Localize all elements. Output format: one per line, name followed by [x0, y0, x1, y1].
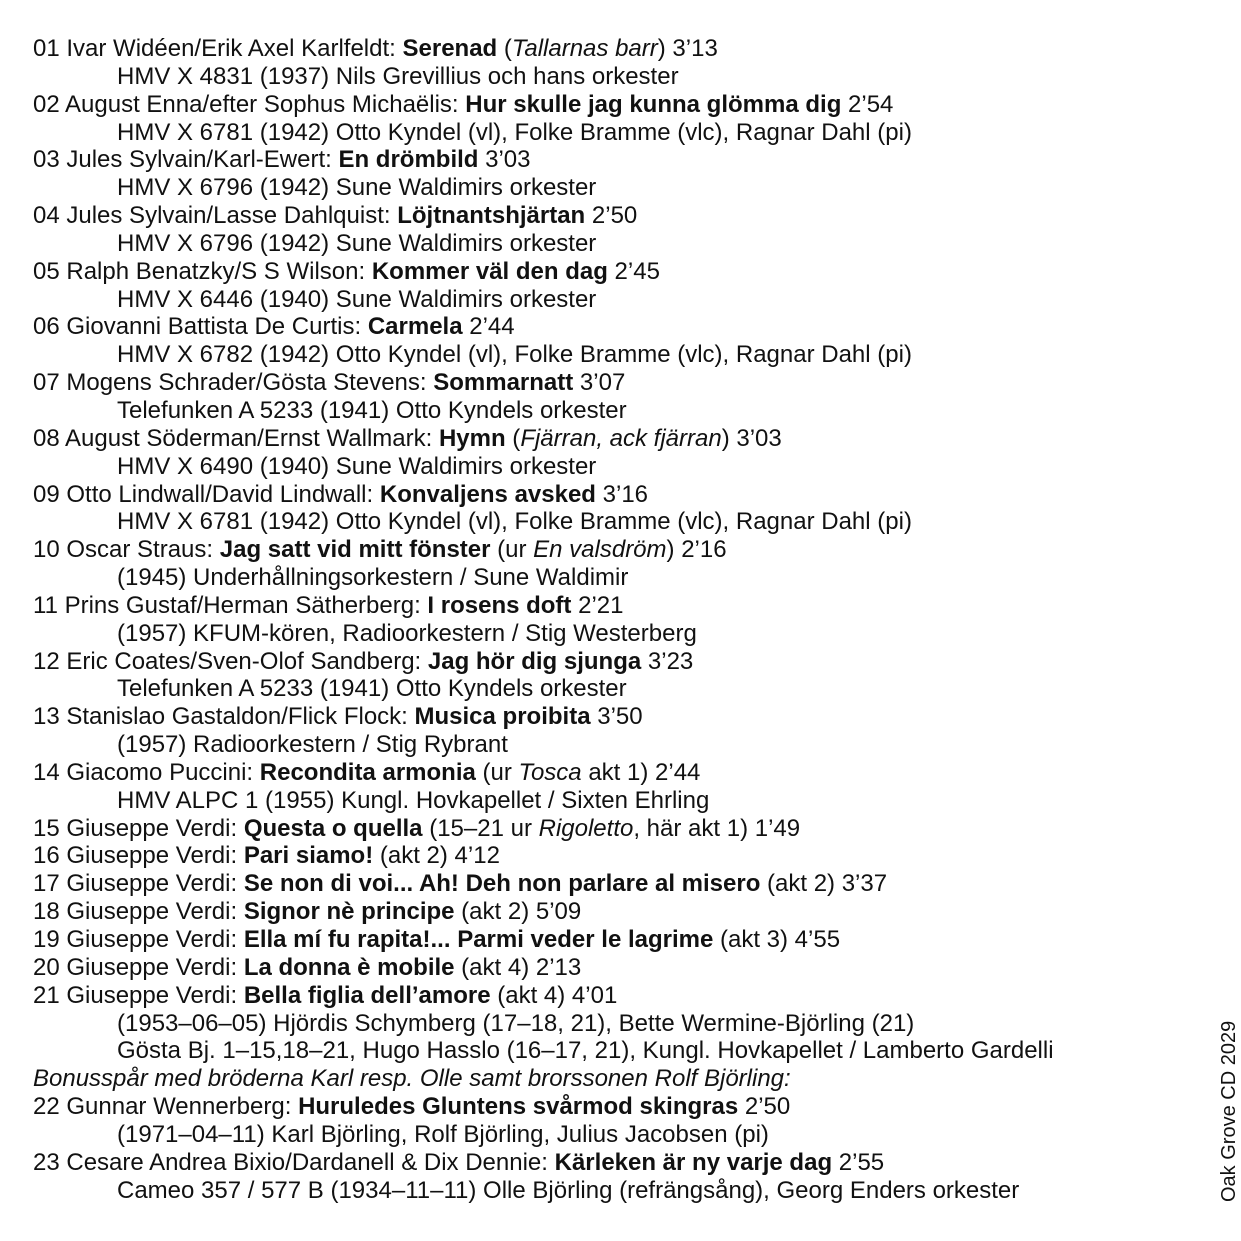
track-title-line [33, 425, 1193, 453]
track-text: 3’16 [595, 480, 649, 508]
track-text: 10 Oscar Straus: [33, 536, 220, 564]
bonus-heading: Bonusspår med bröderna Karl resp. Olle samt brorssonen Rolf Björling: [33, 1065, 791, 1093]
song-title: I rosens doft [427, 591, 572, 619]
track-title-line [33, 536, 1193, 564]
recording-detail: HMV ALPC 1 (1955) Kungl. Hovkapellet / Sixten Ehrling [117, 786, 710, 814]
track-title-line [33, 898, 1193, 926]
track-text: 05 Ralph Benatzky/S S Wilson: [33, 257, 372, 285]
track-text: 01 Ivar Widéen/Erik Axel Karlfeldt: [33, 35, 403, 62]
track-title-line [33, 35, 1193, 63]
song-title: En drömbild [338, 146, 479, 174]
catalog-number: Oak Grove CD 2029 [1218, 1020, 1240, 1202]
track-text: 2’44 [462, 313, 515, 341]
song-title: Serenad [402, 35, 498, 62]
recording-detail: (1957) Radioorkestern / Stig Rybrant [117, 731, 508, 759]
track-text: 2’50 [738, 1093, 791, 1121]
track-title-line [33, 481, 1193, 509]
work-title: Fjärran, ack fjärran [520, 424, 722, 452]
track-text: (ur [475, 758, 519, 786]
track-text: 3’03 [478, 146, 531, 174]
recording-detail: HMV X 6446 (1940) Sune Waldimirs orkester [117, 285, 597, 313]
track-text: 19 Giuseppe Verdi: [33, 926, 244, 953]
recording-detail: Gösta Bj. 1–15,18–21, Hugo Hasslo (16–17, 21), Kungl. Hovkapellet / Lamberto Gardelli [117, 1037, 1054, 1065]
song-title: Sommarnatt [433, 369, 574, 397]
track-title-line [33, 926, 1193, 954]
track-text: 22 Gunnar Wennerberg: [33, 1093, 299, 1121]
recording-detail: HMV X 6782 (1942) Otto Kyndel (vl), Folke Bramme (vlc), Ragnar Dahl (pi) [117, 341, 912, 369]
recording-detail: HMV X 6796 (1942) Sune Waldimirs orkester [117, 174, 597, 202]
track-title-line [33, 815, 1193, 843]
song-title: Recondita armonia [259, 758, 476, 786]
recording-detail: (1957) KFUM-kören, Radioorkestern / Stig Westerberg [117, 619, 697, 647]
track-text: 02 August Enna/efter Sophus Michaëlis: [33, 90, 466, 118]
track-text: 16 Giuseppe Verdi: [33, 842, 244, 870]
track-text: 2’21 [571, 591, 624, 619]
recording-detail: HMV X 4831 (1937) Nils Grevillius och hans orkester [117, 62, 679, 90]
track-text: 2’45 [607, 257, 660, 285]
recording-detail: HMV X 6781 (1942) Otto Kyndel (vl), Folke Bramme (vlc), Ragnar Dahl (pi) [117, 508, 912, 536]
track-title-line [33, 592, 1193, 620]
song-title: Kärleken är ny varje dag [554, 1148, 833, 1176]
track-text: 13 Stanislao Gastaldon/Flick Flock: [33, 703, 415, 731]
track-text: 3’07 [573, 369, 626, 397]
song-title: Se non di voi... Ah! Deh non parlare al misero [243, 870, 761, 898]
recording-detail: Telefunken A 5233 (1941) Otto Kyndels orkester [117, 675, 627, 703]
song-title: Signor nè principe [243, 898, 455, 926]
song-title: Jag satt vid mitt fönster [219, 536, 491, 564]
track-text: akt 1) 2’44 [581, 758, 701, 786]
track-title-line [33, 759, 1193, 787]
track-text: ) 2’16 [666, 536, 727, 564]
track-title-line [33, 870, 1193, 898]
song-title: Huruledes Gluntens svårmod skingras [298, 1093, 739, 1121]
track-text: 2’55 [832, 1148, 885, 1176]
track-text: (akt 2) 5’09 [454, 898, 582, 926]
song-title: Questa o quella [243, 814, 423, 842]
track-title-line [33, 982, 1193, 1010]
track-text: (akt 2) 3’37 [760, 870, 888, 898]
song-title: Ella mí fu rapita!... Parmi veder le lagrime [243, 926, 714, 953]
track-text: ) 3’13 [657, 35, 718, 62]
track-text: 23 Cesare Andrea Bixio/Dardanell & Dix Dennie: [33, 1148, 555, 1176]
track-title-line [33, 258, 1193, 286]
work-title: Tosca [518, 758, 582, 786]
track-title-line [33, 91, 1193, 119]
track-title-line [33, 1093, 1193, 1121]
track-title-line [33, 369, 1193, 397]
track-text: 06 Giovanni Battista De Curtis: [33, 313, 368, 341]
work-title: Rigoletto [538, 814, 634, 842]
track-text: (akt 3) 4’55 [713, 926, 841, 953]
track-text: 18 Giuseppe Verdi: [33, 898, 244, 926]
track-text: (ur [490, 536, 534, 564]
track-text: 2’50 [585, 202, 638, 230]
track-text: ( [505, 424, 521, 452]
recording-detail: Cameo 357 / 577 B (1934–11–11) Olle Björling (refrängsång), Georg Enders orkester [117, 1176, 1020, 1204]
work-title: En valsdröm [533, 536, 667, 564]
track-text: 14 Giacomo Puccini: [33, 758, 260, 786]
track-text: 08 August Söderman/Ernst Wallmark: [33, 424, 439, 452]
track-text: 17 Giuseppe Verdi: [33, 870, 244, 898]
song-title: Bella figlia dell’amore [243, 981, 491, 1009]
track-text: , här akt 1) 1’49 [633, 814, 801, 842]
song-title: Pari siamo! [243, 842, 374, 870]
track-text: (akt 4) 4’01 [490, 981, 618, 1009]
track-text: 3’23 [641, 647, 694, 675]
song-title: Hymn [438, 424, 506, 452]
track-title-line [33, 146, 1193, 174]
song-title: Hur skulle jag kunna glömma dig [465, 90, 842, 118]
track-title-line [33, 954, 1193, 982]
recording-detail: (1953–06–05) Hjördis Schymberg (17–18, 21), Bette Wermine-Björling (21) [117, 1009, 915, 1037]
recording-detail: (1971–04–11) Karl Björling, Rolf Björling, Julius Jacobsen (pi) [117, 1120, 769, 1148]
track-text: 2’54 [841, 90, 894, 118]
song-title: Jag hör dig sjunga [427, 647, 642, 675]
recording-detail: HMV X 6490 (1940) Sune Waldimirs orkester [117, 452, 597, 480]
track-title-line [33, 703, 1193, 731]
track-title-line [33, 842, 1193, 870]
track-title-line [33, 648, 1193, 676]
track-text: 07 Mogens Schrader/Gösta Stevens: [33, 369, 434, 397]
recording-detail: Telefunken A 5233 (1941) Otto Kyndels orkester [117, 396, 627, 424]
song-title: Kommer väl den dag [371, 257, 608, 285]
track-text: ) 3’03 [721, 424, 782, 452]
track-text: 03 Jules Sylvain/Karl-Ewert: [33, 146, 339, 174]
track-text: 11 Prins Gustaf/Herman Sätherberg: [33, 591, 428, 619]
work-title: Tallarnas barr [511, 35, 658, 62]
track-text: 21 Giuseppe Verdi: [33, 981, 244, 1009]
song-title: Konvaljens avsked [379, 480, 596, 508]
track-text: ( [497, 35, 512, 62]
track-text: 12 Eric Coates/Sven-Olof Sandberg: [33, 647, 428, 675]
recording-detail: HMV X 6796 (1942) Sune Waldimirs orkester [117, 229, 597, 257]
recording-detail: HMV X 6781 (1942) Otto Kyndel (vl), Folke Bramme (vlc), Ragnar Dahl (pi) [117, 118, 912, 146]
track-text: 3’50 [590, 703, 643, 731]
song-title: Carmela [367, 313, 463, 341]
recording-detail: (1945) Underhållningsorkestern / Sune Waldimir [117, 564, 629, 592]
track-title-line [33, 1149, 1193, 1177]
track-list [33, 35, 1193, 1204]
song-title: Musica proibita [414, 703, 591, 731]
track-text: 09 Otto Lindwall/David Lindwall: [33, 480, 380, 508]
track-text: (15–21 ur [422, 814, 539, 842]
track-text: 20 Giuseppe Verdi: [33, 953, 244, 981]
song-title: La donna è mobile [243, 953, 455, 981]
track-text: 15 Giuseppe Verdi: [33, 814, 244, 842]
track-title-line [33, 202, 1193, 230]
track-text: (akt 2) 4’12 [373, 842, 500, 870]
track-title-line [33, 313, 1193, 341]
track-text: 04 Jules Sylvain/Lasse Dahlquist: [33, 202, 398, 230]
track-text: (akt 4) 2’13 [454, 953, 582, 981]
song-title: Löjtnantshjärtan [397, 202, 586, 230]
